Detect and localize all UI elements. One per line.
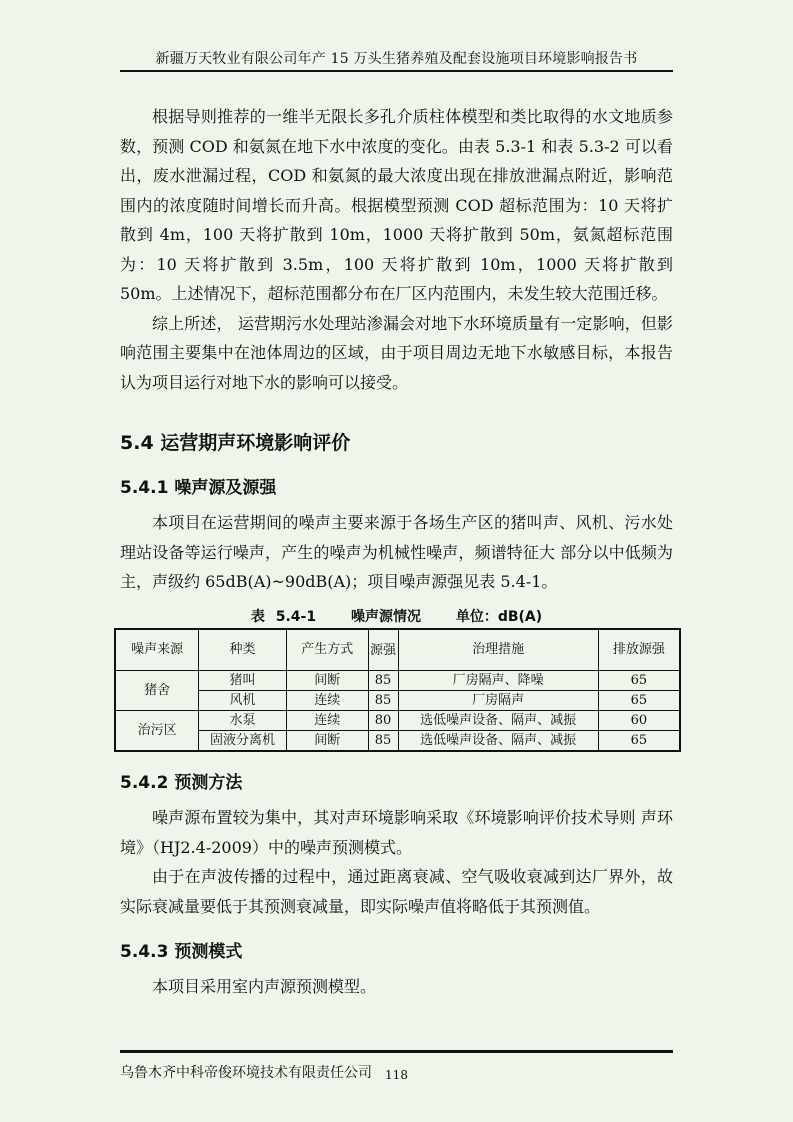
- table-unit: 单位：dB(A): [455, 609, 543, 625]
- cell-emission: 65: [598, 691, 680, 711]
- cell-type: 猪叫: [199, 671, 287, 691]
- prediction-model-text: [120, 972, 673, 1002]
- noise-source-text: [120, 508, 673, 597]
- cell-level: 85: [368, 671, 398, 691]
- table-title: 噪声源情况: [350, 609, 421, 625]
- paragraph-conclusion: 综上所述， 运营期污水处理站渗漏会对地下水环境质量有一定影响，但影响范围主要集中在池体周边的区域，由于项目周边无地下水敏感目标，本报告认为项目运行对地下水的影响可以接受。: [120, 313, 673, 392]
- cell-emission: 60: [598, 711, 680, 731]
- cell-level: 85: [368, 731, 398, 752]
- header-mode: 产生方式: [286, 629, 368, 671]
- group-source: 猪舍: [115, 671, 199, 711]
- footer-company: 乌鲁木齐中科帝俊环境技术有限责任公司: [120, 1065, 372, 1081]
- table-row: [115, 731, 680, 752]
- footer-rule: [120, 1050, 673, 1053]
- header-measure: 治理措施: [398, 629, 598, 671]
- table-header-row: [115, 629, 680, 671]
- paragraph-prediction: 根据导则推荐的一维半无限长多孔介质柱体模型和类比取得的水文地质参数，预测 COD 和氨氮在地下水中浓度的变化。由表 5.3-1 和表 5.3-2 可以看出，废水泄漏过程，COD 和氨氮的最大浓度出现在排放泄漏点附近，影响范围内的浓度随时间增长而升高。根据模型预测 COD 超标范围为：10 天将扩散到 4m，100 天将扩散到 10m，1000 天将扩散到 50m，氨氮超标范围为：10 天将扩散到 3.5m，100 天将扩散到 10m，1000 天将扩散到 50m。上述情况下，超标范围都分布在厂区内范围内，未发生较大范围迁移。: [120, 107, 673, 303]
- cell-mode: 连续: [286, 711, 368, 731]
- cell-level: 80: [368, 711, 398, 731]
- header-type: 种类: [199, 629, 287, 671]
- table-number: 表 5.4-1: [250, 609, 317, 625]
- table-caption: [120, 606, 673, 626]
- cell-mode: 间断: [286, 731, 368, 752]
- header-emission: 排放源强: [598, 629, 680, 671]
- cell-measure: 选低噪声设备、隔声、减振: [398, 711, 598, 731]
- table-row: [115, 671, 680, 691]
- paragraph-attenuation: 由于在声波传播的过程中，通过距离衰减、空气吸收衰减到达厂界外，故实际衰减量要低于其预测衰减量，即实际噪声值将略低于其预测值。: [120, 867, 673, 916]
- section-heading-5-4-3: 5.4.3 预测模式: [120, 942, 243, 962]
- section-heading-5-4-2: 5.4.2 预测方法: [120, 773, 243, 793]
- cell-emission: 65: [598, 731, 680, 752]
- section-heading-5-4-1: 5.4.1 噪声源及源强: [120, 478, 277, 498]
- prediction-method-text: [120, 803, 673, 921]
- cell-type: 风机: [199, 691, 287, 711]
- cell-level: 85: [368, 691, 398, 711]
- cell-mode: 间断: [286, 671, 368, 691]
- groundwater-paragraph: [120, 102, 673, 397]
- cell-type: 固液分离机: [199, 731, 287, 752]
- cell-emission: 65: [598, 671, 680, 691]
- paragraph-method: 噪声源布置较为集中，其对声环境影响采取《环境影响评价技术导则 声环境》（HJ2.4-2009）中的噪声预测模式。: [120, 808, 673, 857]
- table-row: [115, 711, 680, 731]
- header-source: 噪声来源: [115, 629, 199, 671]
- page-header: 新疆万天牧业有限公司年产 15 万头生猪养殖及配套设施项目环境影响报告书: [155, 51, 638, 67]
- table-row: [115, 691, 680, 711]
- cell-mode: 连续: [286, 691, 368, 711]
- cell-measure: 选低噪声设备、隔声、减振: [398, 731, 598, 752]
- header-rule: [120, 70, 673, 72]
- group-source: 治污区: [115, 711, 199, 752]
- paragraph-noise-source: 本项目在运营期间的噪声主要来源于各场生产区的猪叫声、风机、污水处理站设备等运行噪声，产生的噪声为机械性噪声，频谱特征大 部分以中低频为主，声级约 65dB(A)~90dB(A)；项目噪声源强见表 5.4-1。: [120, 513, 673, 591]
- cell-measure: 厂房隔声: [398, 691, 598, 711]
- cell-type: 水泵: [199, 711, 287, 731]
- header-level: 源强: [368, 629, 398, 671]
- cell-measure: 厂房隔声、降噪: [398, 671, 598, 691]
- section-heading-5-4: 5.4 运营期声环境影响评价: [120, 432, 351, 454]
- paragraph-model: 本项目采用室内声源预测模型。: [152, 977, 377, 996]
- page-number: 118: [385, 1068, 408, 1082]
- noise-source-table: [114, 628, 681, 752]
